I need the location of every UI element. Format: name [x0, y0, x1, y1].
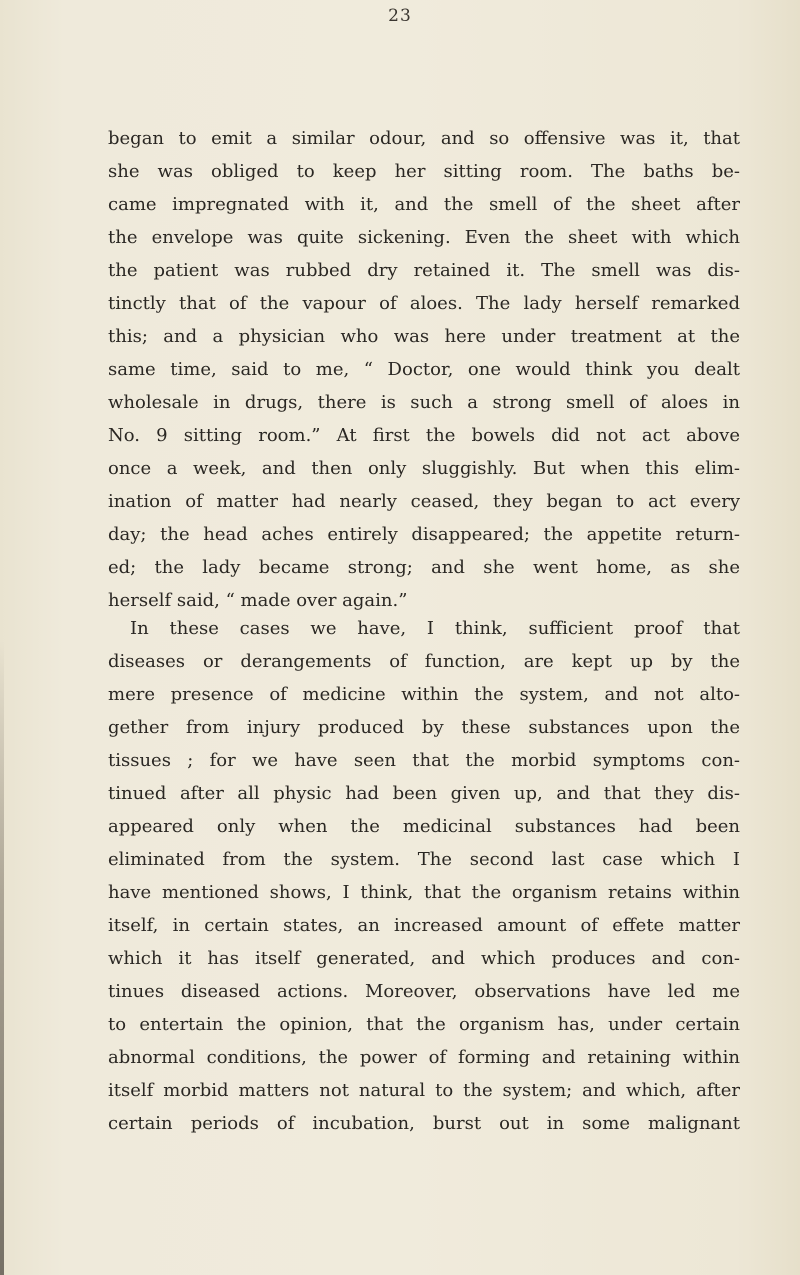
text-line: No. 9 sitting room.” At first the bowels did not act above [108, 425, 740, 446]
text-line: itself morbid matters not natural to the system; and which, after [108, 1080, 740, 1101]
text-line: tinues diseased actions. Moreover, observations have led me [108, 981, 740, 1002]
text-line: have mentioned shows, I think, that the organism retains within [108, 882, 740, 903]
text-line: wholesale in drugs, there is such a strong smell of aloes in [108, 392, 740, 413]
text-line: same time, said to me, “ Doctor, one would think you dealt [108, 359, 740, 380]
text-line: itself, in certain states, an increased amount of effete matter [108, 915, 740, 936]
text-line: eliminated from the system. The second last case which I [108, 849, 740, 870]
text-line: she was obliged to keep her sitting room. The baths be- [108, 161, 740, 182]
text-line: abnormal conditions, the power of forming and retaining within [108, 1047, 740, 1068]
text-line: began to emit a similar odour, and so offensive was it, that [108, 128, 740, 149]
text-line: once a week, and then only sluggishly. But when this elim- [108, 458, 740, 479]
text-line: herself said, “ made over again.” [108, 590, 408, 611]
text-line: day; the head aches entirely disappeared; the appetite return- [108, 524, 740, 545]
text-line: the patient was rubbed dry retained it. The smell was dis- [108, 260, 740, 281]
text-line: tissues ; for we have seen that the morbid symptoms con- [108, 750, 740, 771]
text-line: certain periods of incubation, burst out in some malignant [108, 1113, 740, 1134]
text-line: ination of matter had nearly ceased, they began to act every [108, 491, 740, 512]
text-line: the envelope was quite sickening. Even the sheet with which [108, 227, 740, 248]
text-line: ed; the lady became strong; and she went home, as she [108, 557, 740, 578]
text-line: to entertain the opinion, that the organism has, under certain [108, 1014, 740, 1035]
text-line: came impregnated with it, and the smell of the sheet after [108, 194, 740, 215]
text-line: diseases or derangements of function, are kept up by the [108, 651, 740, 672]
text-line: which it has itself generated, and which produces and con- [108, 948, 740, 969]
text-line: gether from injury produced by these substances upon the [108, 717, 740, 738]
text-line: tinued after all physic had been given up, and that they dis- [108, 783, 740, 804]
text-line: tinctly that of the vapour of aloes. The lady herself remarked [108, 293, 740, 314]
page-edge-shadow [0, 640, 4, 1275]
text-line: In these cases we have, I think, sufficient proof that [130, 618, 740, 639]
paragraph-1 [108, 122, 740, 617]
page-number: 23 [388, 6, 412, 26]
paragraph-2 [108, 612, 740, 1140]
text-line: this; and a physician who was here under treatment at the [108, 326, 740, 347]
text-line: appeared only when the medicinal substances had been [108, 816, 740, 837]
text-line: mere presence of medicine within the system, and not alto- [108, 684, 740, 705]
